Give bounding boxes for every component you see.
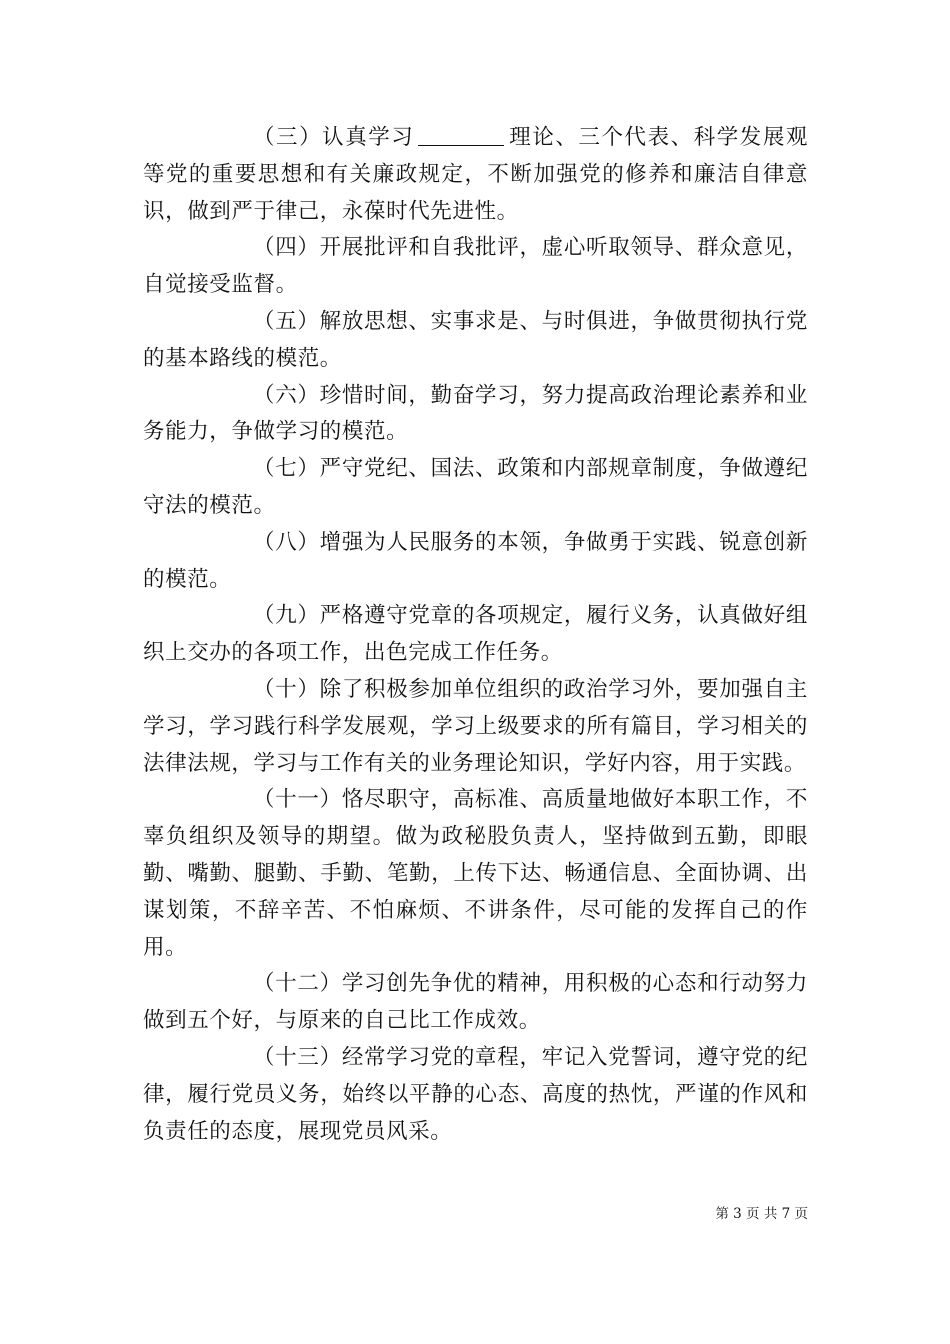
paragraph-5: （五）解放思想、实事求是、与时俱进，争做贯彻执行党的基本路线的模范。 [143,308,808,371]
page-number: 第 3 页 共 7 页 [715,1206,808,1222]
paragraph-7: （七）严守党纪、国法、政策和内部规章制度，争做遵纪守法的模范。 [143,456,808,518]
fill-in-blank [418,125,504,146]
paragraph-3 [143,120,808,230]
paragraph-4: （四）开展批评和自我批评，虚心听取领导、群众意见，自觉接受监督。 [143,235,808,298]
paragraph-11: （十一）恪尽职守，高标准、高质量地做好本职工作，不辜负组织及领导的期望。做为政秘股负责人，坚持做到五勤，即眼勤、嘴勤、腿勤、手勤、笔勤，上传下达、畅通信息、全面协调、出谋划策，不辞辛苦、不怕麻烦、不讲条件，尽可能的发挥自己的作用。 [143,787,808,960]
paragraph-10: （十）除了积极参加单位组织的政治学习外，要加强自主学习，学习践行科学发展观，学习上级要求的所有篇目，学习相关的法律法规，学习与工作有关的业务理论知识，学好内容，用于实践。 [143,676,808,776]
paragraph-3-rest: 理论、三个代表、科学发展观等党的重要思想和有关廉政规定，不断加强党的修养和廉洁自律意识，做到严于律己，永葆时代先进性。 [143,125,809,224]
paragraph-6: （六）珍惜时间，勤奋学习，努力提高政治理论素养和业务能力，争做学习的模范。 [143,382,808,445]
paragraph-8: （八）增强为人民服务的本领，争做勇于实践、锐意创新的模范。 [143,529,808,592]
document-body [143,120,808,1150]
paragraph-9: （九）严格遵守党章的各项规定，履行义务，认真做好组织上交办的各项工作，出色完成工作任务。 [143,603,808,666]
paragraph-12: （十二）学习创先争优的精神，用积极的心态和行动努力做到五个好，与原来的自己比工作成效。 [143,971,808,1034]
paragraph-13: （十三）经常学习党的章程，牢记入党誓词，遵守党的纪律，履行党员义务，始终以平静的心态、高度的热忱，严谨的作风和负责任的态度，展现党员风采。 [143,1044,808,1144]
paragraph-3-lead: （三）认真学习 [253,125,415,150]
